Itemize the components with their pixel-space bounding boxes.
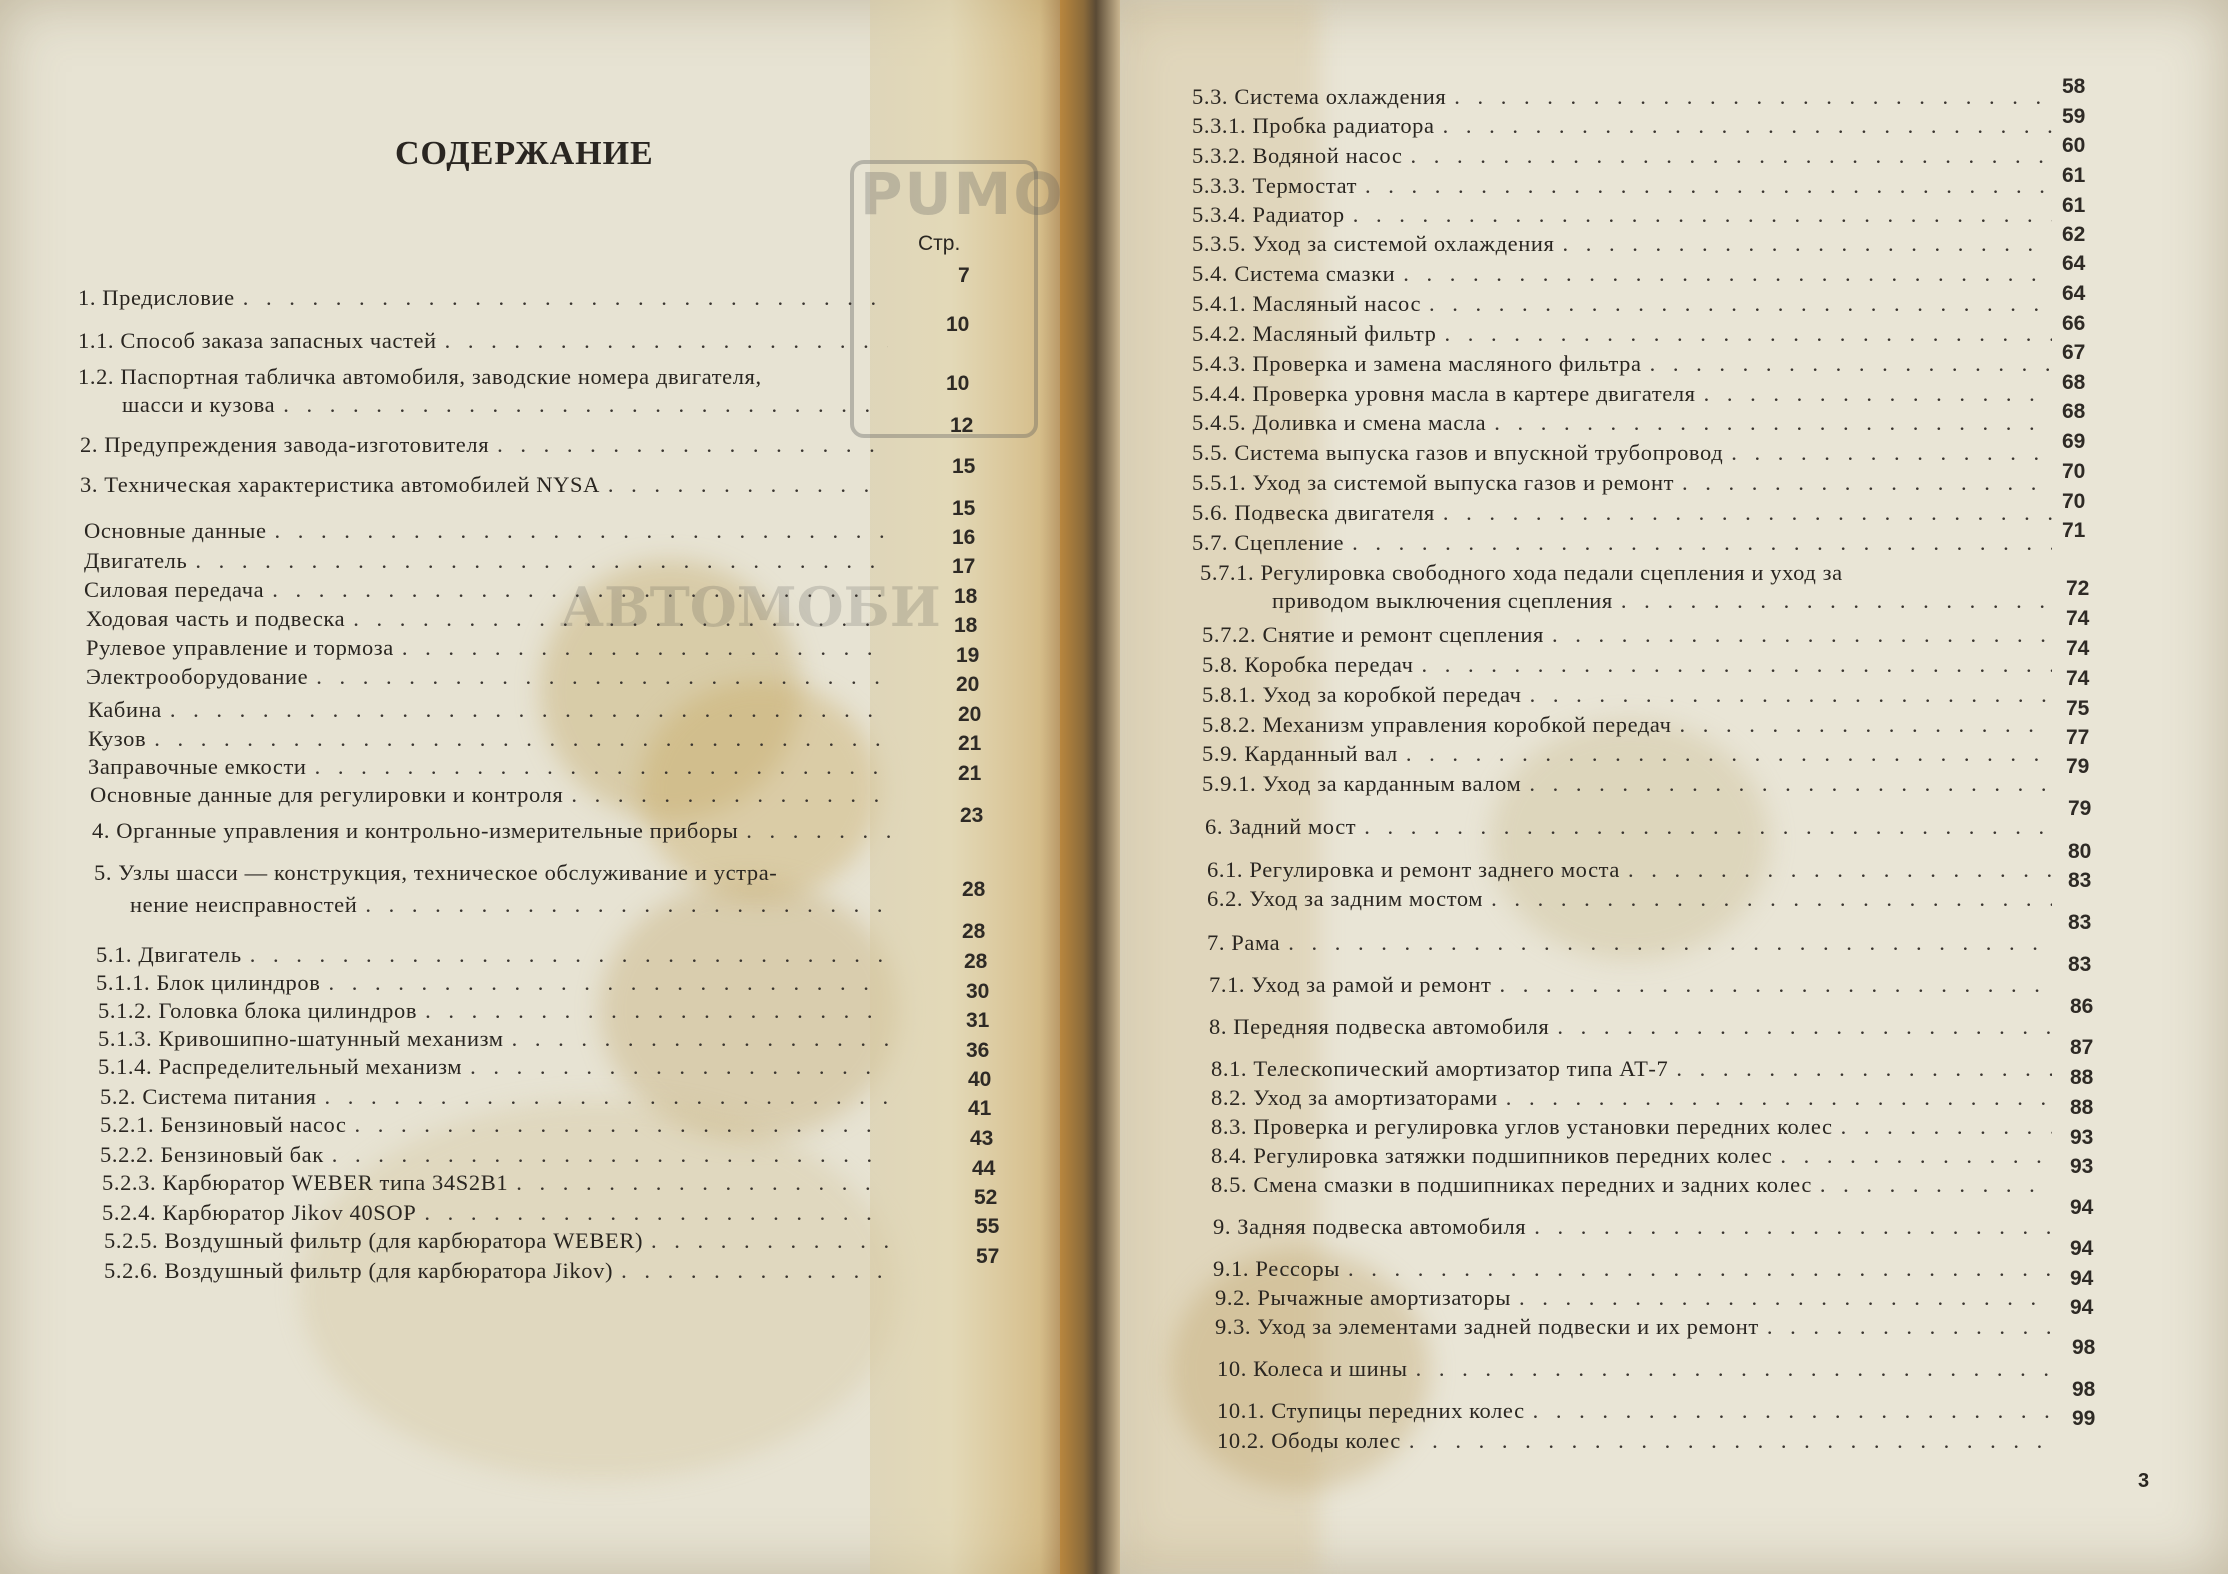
toc-entry: 5.2.5. Воздушный фильтр (для карбюратора WEBER) . . . bbox=[104, 1228, 888, 1254]
page-number: 15 bbox=[952, 497, 976, 520]
toc-entry: 5.8. Коробка передач . . . bbox=[1202, 652, 2052, 678]
page-number: 98 bbox=[2072, 1378, 2096, 1401]
page-number: 70 bbox=[2062, 460, 2086, 483]
page-column-header: Стр. bbox=[918, 232, 961, 255]
page-number: 77 bbox=[2066, 726, 2090, 749]
page-number: 99 bbox=[2072, 1407, 2096, 1430]
page-number: 83 bbox=[2068, 869, 2092, 892]
toc-entry: 5.5. Система выпуска газов и впускной трубопровод . . . bbox=[1192, 440, 2052, 466]
toc-entry: 5.4.4. Проверка уровня масла в картере двигателя . . . bbox=[1192, 381, 2052, 407]
toc-entry: 5.1.3. Кривошипно-шатунный механизм . . . bbox=[98, 1026, 888, 1052]
page-number: 28 bbox=[962, 920, 986, 943]
page-number: 61 bbox=[2062, 164, 2086, 187]
book-gutter bbox=[1060, 0, 1120, 1574]
page-number: 75 bbox=[2066, 697, 2090, 720]
toc-entry: 7. Рама . . . bbox=[1207, 930, 2052, 956]
toc-entry: 3. Техническая характеристика автомобилей NYSA . . . bbox=[80, 472, 888, 498]
toc-entry: 9.2. Рычажные амортизаторы . . . bbox=[1215, 1285, 2052, 1311]
toc-entry: 5.7.1. Регулировка свободного хода педали сцепления и уход за bbox=[1200, 560, 1843, 585]
page-number: 30 bbox=[966, 980, 990, 1003]
toc-entry: 5.4.2. Масляный фильтр . . . bbox=[1192, 321, 2052, 347]
toc-entry: 5.9. Карданный вал . . . bbox=[1202, 741, 2052, 767]
page-number: 58 bbox=[2062, 75, 2086, 98]
toc-entry: 5.2.3. Карбюратор WEBER типа 34S2B1 . . . bbox=[102, 1170, 888, 1196]
page-number: 94 bbox=[2070, 1196, 2094, 1219]
toc-entry: 5.6. Подвеска двигателя . . . bbox=[1192, 500, 2052, 526]
toc-entry: 5.8.1. Уход за коробкой передач . . . bbox=[1202, 682, 2052, 708]
toc-entry: Кузов . . . bbox=[88, 726, 888, 752]
toc-entry: 4. Органные управления и контрольно-измерительные приборы . . . bbox=[92, 818, 910, 844]
toc-entry: 5.1.2. Головка блока цилиндров . . . bbox=[98, 998, 888, 1024]
page-number: 7 bbox=[958, 264, 970, 287]
toc-entry: 5.3.2. Водяной насос . . . bbox=[1192, 143, 2052, 169]
toc-entry: 6.1. Регулировка и ремонт заднего моста . . . bbox=[1207, 857, 2052, 883]
page-number: 20 bbox=[956, 673, 980, 696]
page-number: 41 bbox=[968, 1097, 992, 1120]
toc-entry: 5.3.1. Пробка радиатора . . . bbox=[1192, 113, 2052, 139]
page-number: 70 bbox=[2062, 490, 2086, 513]
toc-entry: 5.9.1. Уход за карданным валом . . . bbox=[1202, 771, 2052, 797]
toc-entry: 1.2. Паспортная табличка автомобиля, заводские номера двигателя, bbox=[78, 364, 762, 389]
toc-entry: 8.2. Уход за амортизаторами . . . bbox=[1211, 1085, 2052, 1111]
page-number: 40 bbox=[968, 1068, 992, 1091]
page-number: 83 bbox=[2068, 953, 2092, 976]
toc-entry: 6.2. Уход за задним мостом . . . bbox=[1207, 886, 2052, 912]
toc-entry: 5.3. Система охлаждения . . . bbox=[1192, 84, 2052, 110]
page-number: 87 bbox=[2070, 1036, 2094, 1059]
page-title: СОДЕРЖАНИЕ bbox=[395, 135, 654, 172]
toc-entry: 8.3. Проверка и регулировка углов установки передних колес . . . bbox=[1211, 1114, 2052, 1140]
toc-entry: Заправочные емкости . . . bbox=[88, 754, 888, 780]
page-number: 36 bbox=[966, 1039, 990, 1062]
bleed-through-text: АВТОМОБИ bbox=[560, 575, 941, 639]
page-number: 28 bbox=[964, 950, 988, 973]
page-number: 71 bbox=[2062, 519, 2086, 542]
page-number: 18 bbox=[954, 585, 978, 608]
toc-entry: 5.2.1. Бензиновый насос . . . bbox=[100, 1112, 888, 1138]
toc-entry: 5.4.5. Доливка и смена масла . . . bbox=[1192, 410, 2052, 436]
page-number: 62 bbox=[2062, 223, 2086, 246]
toc-entry: нение неисправностей . . . bbox=[130, 892, 888, 918]
toc-entry: 5.1.4. Распределительный механизм . . . bbox=[98, 1054, 888, 1080]
page-number: 79 bbox=[2066, 755, 2090, 778]
page-number: 21 bbox=[958, 762, 982, 785]
toc-entry: 5.1.1. Блок цилиндров . . . bbox=[96, 970, 888, 996]
page-number: 72 bbox=[2066, 577, 2090, 600]
toc-entry: 5.8.2. Механизм управления коробкой передач . . . bbox=[1202, 712, 2052, 738]
page-number: 74 bbox=[2066, 637, 2090, 660]
page-number: 57 bbox=[976, 1245, 1000, 1268]
page-number: 69 bbox=[2062, 430, 2086, 453]
toc-entry: 5.2.6. Воздушный фильтр (для карбюратора Jikov) . . . bbox=[104, 1258, 888, 1284]
toc-entry: 5.2. Система питания . . . bbox=[100, 1084, 888, 1110]
page-number: 74 bbox=[2066, 607, 2090, 630]
page-number: 88 bbox=[2070, 1066, 2094, 1089]
page-number: 93 bbox=[2070, 1155, 2094, 1178]
page-number: 20 bbox=[958, 703, 982, 726]
page-number: 94 bbox=[2070, 1296, 2094, 1319]
page-number: 12 bbox=[950, 414, 974, 437]
page-number: 64 bbox=[2062, 252, 2086, 275]
page-number: 68 bbox=[2062, 371, 2086, 394]
toc-entry: 6. Задний мост . . . bbox=[1205, 814, 2052, 840]
page-number: 19 bbox=[956, 644, 980, 667]
page-number: 59 bbox=[2062, 105, 2086, 128]
toc-entry: 5.4.3. Проверка и замена масляного фильтра . . . bbox=[1192, 351, 2052, 377]
page-number: 10 bbox=[946, 313, 970, 336]
page-number: 15 bbox=[952, 455, 976, 478]
page-number: 98 bbox=[2072, 1336, 2096, 1359]
toc-entry: 5.5.1. Уход за системой выпуска газов и ремонт . . . bbox=[1192, 470, 2052, 496]
toc-entry: Рулевое управление и тормоза . . . bbox=[86, 635, 888, 661]
page-number: 17 bbox=[952, 555, 976, 578]
toc-entry: 1. Предисловие . . . bbox=[78, 285, 888, 311]
toc-entry: Двигатель . . . bbox=[84, 548, 888, 574]
page-number: 55 bbox=[976, 1215, 1000, 1238]
page-number: 52 bbox=[974, 1186, 998, 1209]
page-number: 61 bbox=[2062, 194, 2086, 217]
toc-entry: 8.5. Смена смазки в подшипниках передних и задних колес . . . bbox=[1211, 1172, 2052, 1198]
page-number: 80 bbox=[2068, 840, 2092, 863]
page-number: 43 bbox=[970, 1127, 994, 1150]
toc-entry: 5.1. Двигатель . . . bbox=[96, 942, 888, 968]
page-number: 67 bbox=[2062, 341, 2086, 364]
toc-entry: 5.3.3. Термостат . . . bbox=[1192, 173, 2052, 199]
toc-entry: 5.7. Сцепление . . . bbox=[1192, 530, 2052, 556]
toc-entry: 10.2. Ободы колес . . . bbox=[1217, 1428, 2052, 1454]
toc-entry: 2. Предупреждения завода-изготовителя . . . bbox=[80, 432, 888, 458]
page-number: 86 bbox=[2070, 995, 2094, 1018]
page-number: 94 bbox=[2070, 1267, 2094, 1290]
toc-entry: 1.1. Способ заказа запасных частей . . . bbox=[78, 328, 888, 354]
page-number: 28 bbox=[962, 878, 986, 901]
toc-entry: 5.3.4. Радиатор . . . bbox=[1192, 202, 2052, 228]
toc-entry: шасси и кузова . . . bbox=[122, 392, 888, 418]
toc-entry: 8.1. Телескопический амортизатор типа АТ-7 . . . bbox=[1211, 1056, 2052, 1082]
toc-entry: 9.3. Уход за элементами задней подвески и их ремонт . . . bbox=[1215, 1314, 2052, 1340]
page-number: 16 bbox=[952, 526, 976, 549]
toc-entry: 8. Передняя подвеска автомобиля . . . bbox=[1209, 1014, 2052, 1040]
page-number: 31 bbox=[966, 1009, 990, 1032]
page-number: 68 bbox=[2062, 400, 2086, 423]
toc-entry: 5.4.1. Масляный насос . . . bbox=[1192, 291, 2052, 317]
page-number: 18 bbox=[954, 614, 978, 637]
ink-stamp-text: PUMO bbox=[860, 160, 1065, 228]
page-number: 74 bbox=[2066, 667, 2090, 690]
page-number: 64 bbox=[2062, 282, 2086, 305]
page-number: 21 bbox=[958, 732, 982, 755]
page-folio: 3 bbox=[2138, 1470, 2150, 1492]
toc-entry: 9.1. Рессоры . . . bbox=[1213, 1256, 2052, 1282]
toc-entry: Кабина . . . bbox=[88, 697, 888, 723]
toc-entry: 7.1. Уход за рамой и ремонт . . . bbox=[1209, 972, 2052, 998]
toc-entry: Электрооборудование . . . bbox=[86, 664, 888, 690]
toc-entry: 5.3.5. Уход за системой охлаждения . . . bbox=[1192, 231, 2052, 257]
page-number: 60 bbox=[2062, 134, 2086, 157]
toc-entry: Силовая передача . . . bbox=[84, 577, 888, 603]
page-number: 88 bbox=[2070, 1096, 2094, 1119]
page-number: 66 bbox=[2062, 312, 2086, 335]
page-number: 44 bbox=[972, 1157, 996, 1180]
toc-entry: Основные данные для регулировки и контроля . . . bbox=[90, 782, 888, 808]
toc-entry: 10. Колеса и шины . . . bbox=[1217, 1356, 2052, 1382]
page-number: 94 bbox=[2070, 1237, 2094, 1260]
page-number: 83 bbox=[2068, 911, 2092, 934]
toc-entry: 8.4. Регулировка затяжки подшипников передних колес . . . bbox=[1211, 1143, 2052, 1169]
toc-entry: 5.2.4. Карбюратор Jikov 40SOP . . . bbox=[102, 1200, 888, 1226]
toc-entry: 5.2.2. Бензиновый бак . . . bbox=[100, 1142, 888, 1168]
toc-entry: 5.7.2. Снятие и ремонт сцепления . . . bbox=[1202, 622, 2052, 648]
page-number: 23 bbox=[960, 804, 984, 827]
page-number: 93 bbox=[2070, 1126, 2094, 1149]
toc-entry: 5.4. Система смазки . . . bbox=[1192, 261, 2052, 287]
toc-entry: Ходовая часть и подвеска . . . bbox=[86, 606, 888, 632]
page-number: 10 bbox=[946, 372, 970, 395]
toc-entry: Основные данные . . . bbox=[84, 518, 888, 544]
toc-entry: 10.1. Ступицы передних колес . . . bbox=[1217, 1398, 2052, 1424]
toc-entry: 5. Узлы шасси — конструкция, техническое обслуживание и устра- bbox=[94, 860, 778, 885]
toc-entry: приводом выключения сцепления . . . bbox=[1272, 588, 2052, 614]
toc-entry: 9. Задняя подвеска автомобиля . . . bbox=[1213, 1214, 2052, 1240]
page-number: 79 bbox=[2068, 797, 2092, 820]
